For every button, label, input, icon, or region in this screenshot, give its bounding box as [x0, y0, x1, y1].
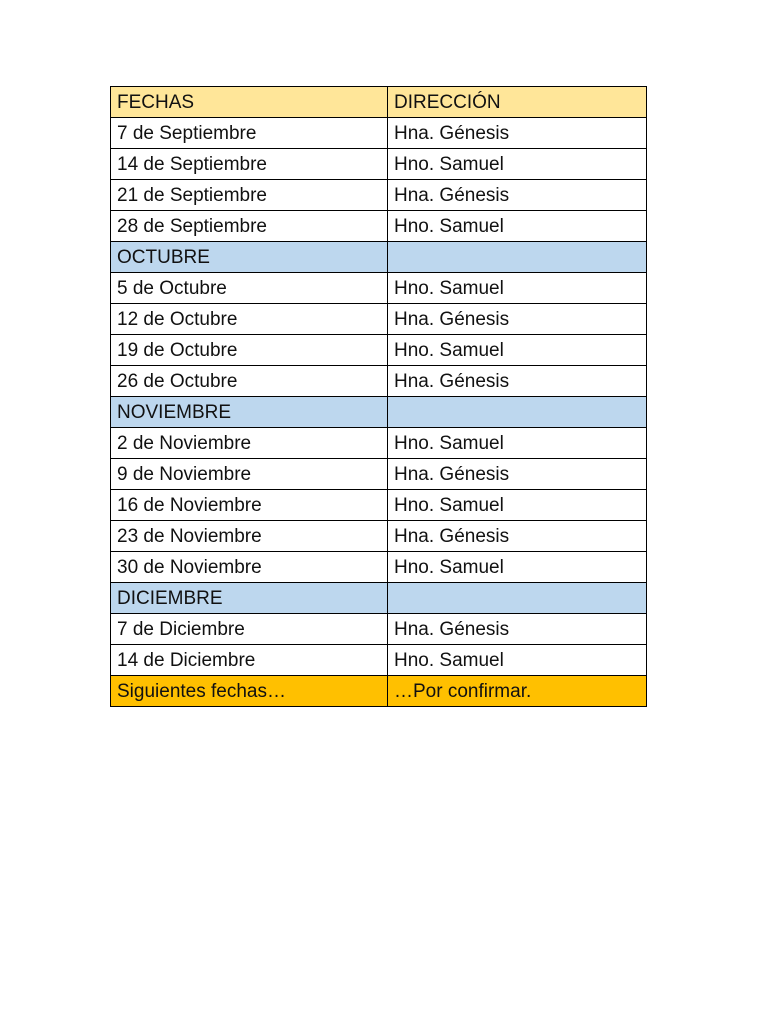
month-header-row	[111, 583, 647, 614]
date-cell: 5 de Octubre	[111, 273, 388, 304]
schedule-table	[110, 86, 647, 707]
date-cell: 9 de Noviembre	[111, 459, 388, 490]
month-label: OCTUBRE	[111, 242, 388, 273]
leader-cell: Hna. Génesis	[388, 459, 647, 490]
date-cell: 14 de Diciembre	[111, 645, 388, 676]
table-row	[111, 459, 647, 490]
table-row	[111, 490, 647, 521]
date-cell: 19 de Octubre	[111, 335, 388, 366]
date-cell: 28 de Septiembre	[111, 211, 388, 242]
table-row	[111, 335, 647, 366]
leader-cell: Hno. Samuel	[388, 490, 647, 521]
table-row	[111, 645, 647, 676]
header-direction: DIRECCIÓN	[388, 87, 647, 118]
table-row	[111, 149, 647, 180]
date-cell: 16 de Noviembre	[111, 490, 388, 521]
leader-cell: Hna. Génesis	[388, 521, 647, 552]
month-label: NOVIEMBRE	[111, 397, 388, 428]
table-row	[111, 366, 647, 397]
leader-cell: Hno. Samuel	[388, 273, 647, 304]
table-row	[111, 180, 647, 211]
table-row	[111, 521, 647, 552]
table-row	[111, 118, 647, 149]
table-row	[111, 614, 647, 645]
schedule-body	[111, 87, 647, 707]
date-cell: 23 de Noviembre	[111, 521, 388, 552]
leader-cell: Hno. Samuel	[388, 149, 647, 180]
leader-cell: Hno. Samuel	[388, 552, 647, 583]
month-header-row	[111, 242, 647, 273]
month-label: DICIEMBRE	[111, 583, 388, 614]
leader-cell: Hno. Samuel	[388, 211, 647, 242]
footer-next-dates: Siguientes fechas…	[111, 676, 388, 707]
table-row	[111, 304, 647, 335]
footer-to-confirm: …Por confirmar.	[388, 676, 647, 707]
leader-cell: Hna. Génesis	[388, 180, 647, 211]
month-empty-cell	[388, 397, 647, 428]
table-row	[111, 273, 647, 304]
leader-cell: Hno. Samuel	[388, 335, 647, 366]
leader-cell: Hno. Samuel	[388, 428, 647, 459]
table-row	[111, 211, 647, 242]
date-cell: 14 de Septiembre	[111, 149, 388, 180]
table-row	[111, 428, 647, 459]
leader-cell: Hna. Génesis	[388, 304, 647, 335]
date-cell: 2 de Noviembre	[111, 428, 388, 459]
leader-cell: Hna. Génesis	[388, 614, 647, 645]
footer-row	[111, 676, 647, 707]
date-cell: 26 de Octubre	[111, 366, 388, 397]
leader-cell: Hno. Samuel	[388, 645, 647, 676]
date-cell: 21 de Septiembre	[111, 180, 388, 211]
date-cell: 12 de Octubre	[111, 304, 388, 335]
date-cell: 7 de Diciembre	[111, 614, 388, 645]
month-empty-cell	[388, 583, 647, 614]
date-cell: 7 de Septiembre	[111, 118, 388, 149]
leader-cell: Hna. Génesis	[388, 118, 647, 149]
month-header-row	[111, 397, 647, 428]
header-row	[111, 87, 647, 118]
month-empty-cell	[388, 242, 647, 273]
leader-cell: Hna. Génesis	[388, 366, 647, 397]
header-dates: FECHAS	[111, 87, 388, 118]
date-cell: 30 de Noviembre	[111, 552, 388, 583]
table-row	[111, 552, 647, 583]
